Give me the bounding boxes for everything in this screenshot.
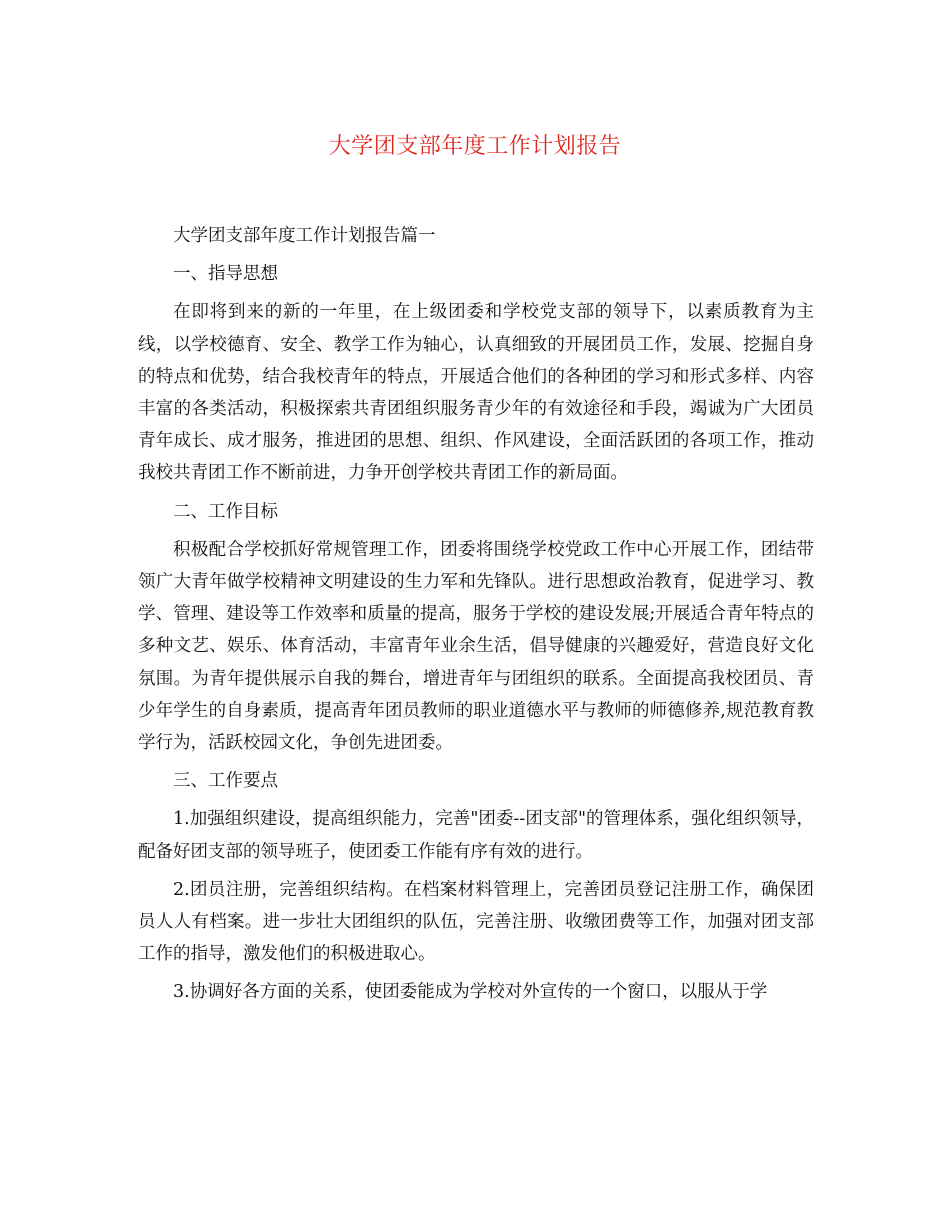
paragraph: 3.协调好各方面的关系，使团委能成为学校对外宣传的一个窗口，以服从于学 (173, 982, 768, 1003)
paragraph: 2.团员注册，完善组织结构。在档案材料管理上，完善团员登记注册工作，确保团员人人有档案。进一步壮大团组织的队伍，完善注册、收缴团费等工作，加强对团支部工作的指导，激发他们的积极进取心。 (138, 879, 814, 965)
subheading-work-goals: 二、工作目标 (173, 501, 278, 522)
paragraph: 在即将到来的新的一年里，在上级团委和学校党支部的领导下，以素质教育为主线，以学校德育、安全、教学工作为轴心，认真细致的开展团员工作，发展、挖掘自身的特点和优势，结合我校青年的特点，开展适合他们的各种团的学习和形式多样、内容丰富的各类活动，积极探索共青团组织服务青少年的有效途径和手段，竭诚为广大团员青年成长、成才服务，推进团的思想、组织、作风建设，全面活跃团的各项工作，推动我校共青团工作不断前进，力争开创学校共青团工作的新局面。 (138, 302, 814, 484)
section-heading: 大学团支部年度工作计划报告篇一 (173, 226, 436, 246)
document-body (138, 220, 814, 1009)
paragraph: 1.加强组织建设，提高组织能力，完善"团委--团支部"的管理体系，强化组织领导，配备好团支部的领导班子，使团委工作能有序有效的进行。 (138, 809, 814, 862)
document-title: 大学团支部年度工作计划报告 (328, 134, 622, 159)
subheading-guiding-ideology: 一、指导思想 (173, 264, 278, 285)
subheading-work-points: 三、工作要点 (173, 771, 278, 792)
paragraph: 积极配合学校抓好常规管理工作，团委将围绕学校党政工作中心开展工作，团结带领广大青年做学校精神文明建设的生力军和先锋队。进行思想政治教育，促进学习、教学、管理、建设等工作效率和质量的提高，服务于学校的建设发展;开展适合青年特点的多种文艺、娱乐、体育活动，丰富青年业余生活，倡导健康的兴趣爱好，营造良好文化氛围。为青年提供展示自我的舞台，增进青年与团组织的联系。全面提高我校团员、青少年学生的自身素质，提高青年团员教师的职业道德水平与教师的师德修养,规范教育教学行为，活跃校园文化，争创先进团委。 (138, 539, 814, 754)
